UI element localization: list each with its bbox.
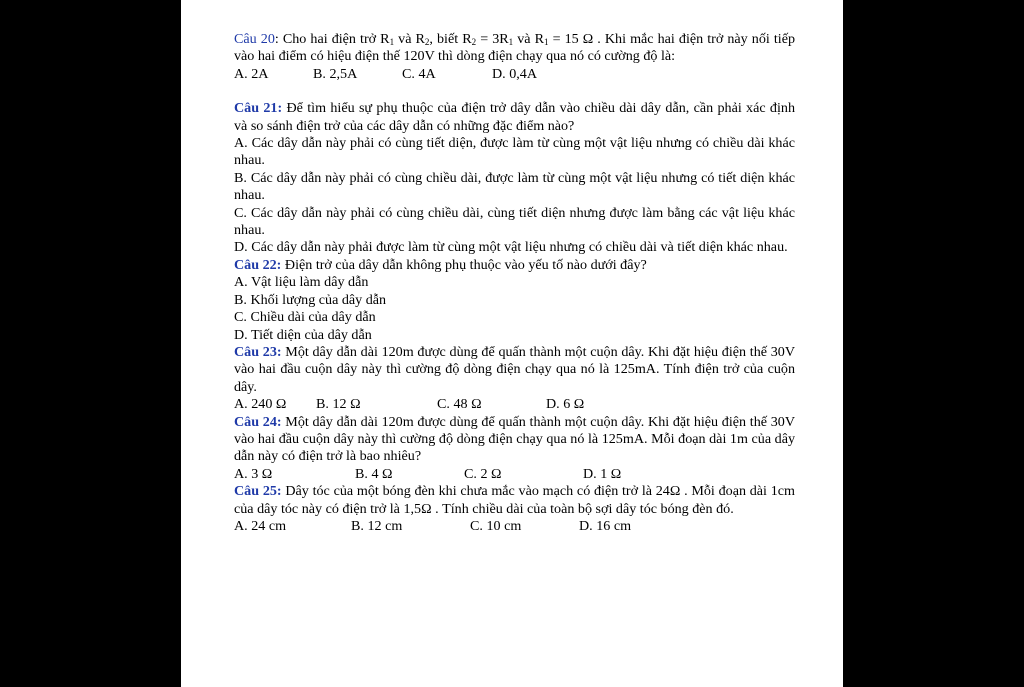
question-20-text-e: và R — [513, 31, 544, 47]
question-22-label: Câu 22: — [234, 256, 282, 273]
option-c[interactable]: C. 2 Ω — [464, 465, 502, 482]
question-24-label: Câu 24: — [234, 413, 282, 430]
document-content — [234, 31, 795, 535]
option-d[interactable]: D. Các dây dẫn này phải được làm từ cùng một vật liệu nhưng có chiều dài và tiết diện khác nhau. — [234, 239, 788, 256]
option-c[interactable]: C. 4A — [402, 65, 436, 82]
option-d[interactable]: D. 1 Ω — [583, 465, 622, 482]
option-c[interactable]: C. 10 cm — [470, 517, 522, 534]
question-21-text: Để tìm hiểu sự phụ thuộc của điện trở dây dẫn vào chiều dài dây dẫn, cần phải xác định và so sánh điện trở của các dây dẫn có những đặc điểm nào? — [234, 100, 795, 134]
question-23 — [234, 344, 795, 396]
question-20-text-b: và R — [394, 31, 425, 47]
sub: 1 — [544, 37, 549, 47]
question-25-options — [234, 518, 795, 535]
option-a[interactable]: A. Các dây dẫn này phải có cùng tiết diện, được làm từ cùng một vật liệu nhưng có chiều dài khác nhau. — [234, 135, 795, 169]
sub: 2 — [471, 37, 477, 47]
option-a[interactable]: A. Vật liệu làm dây dẫn — [234, 274, 369, 291]
option-c[interactable]: C. Chiều dài của dây dẫn — [234, 309, 376, 326]
option-b[interactable]: B. 2,5A — [313, 65, 358, 82]
sub: 1 — [508, 37, 514, 47]
option-b[interactable]: B. Khối lượng của dây dẫn — [234, 291, 387, 308]
document-page — [181, 0, 843, 687]
question-24-options — [234, 466, 795, 483]
sub: 1 — [389, 37, 395, 47]
question-20-label: Câu 20 — [234, 31, 275, 47]
question-20-text-c: , biết R — [429, 31, 472, 47]
option-a[interactable]: A. 2A — [234, 65, 269, 82]
spacer — [234, 83, 795, 100]
sub: 2 — [424, 37, 430, 47]
question-20-text-d: = 3R — [476, 31, 509, 47]
question-20-options — [234, 66, 795, 83]
option-b[interactable]: B. 4 Ω — [355, 465, 393, 482]
option-c[interactable]: C. 48 Ω — [437, 396, 482, 413]
question-24 — [234, 414, 795, 466]
option-b[interactable]: B. 12 Ω — [316, 396, 361, 413]
option-b[interactable]: B. Các dây dẫn này phải có cùng chiều dài, được làm từ cùng một vật liệu nhưng có tiết diện khác nhau. — [234, 169, 795, 204]
question-25-label: Câu 25: — [234, 483, 282, 500]
option-c[interactable]: C. Các dây dẫn này phải có cùng chiều dài, cùng tiết diện nhưng được làm bằng các vật liệu khác nhau. — [234, 204, 795, 239]
option-d[interactable]: D. Tiết diện của dây dẫn — [234, 326, 372, 343]
question-24-text: Một dây dẫn dài 120m được dùng để quấn thành một cuộn dây. Khi đặt hiệu điện thế 30V vào hai đầu cuộn dây này thì cường độ dòng điện chạy qua nó là 125mA. Mỗi đoạn dài 1m của dây dẫn này có điện trở là bao nhiêu? — [234, 413, 795, 465]
question-20 — [234, 31, 795, 66]
option-b[interactable]: B. 12 cm — [351, 517, 403, 534]
option-a[interactable]: A. 3 Ω — [234, 465, 273, 482]
option-a[interactable]: A. 24 cm — [234, 517, 287, 534]
option-d[interactable]: D. 0,4A — [492, 65, 538, 82]
question-21 — [234, 100, 795, 135]
option-d[interactable]: D. 6 Ω — [546, 396, 585, 413]
question-20-text-f: = 15 Ω . Khi mắc hai điện trở này nối tiếp vào hai điểm có hiệu điện thế 120V thì dòng điện chạy qua nó có cường độ là: — [234, 31, 795, 65]
question-25 — [234, 483, 795, 518]
question-21-label: Câu 21: — [234, 100, 283, 117]
question-23-options — [234, 396, 795, 413]
question-23-text: Một dây dẫn dài 120m được dùng để quấn thành một cuộn dây. Khi đặt hiệu điện thế 30V vào hai đầu cuộn dây này thì cường độ dòng điện chạy qua nó là 125mA. Tính điện trở của cuộn dây. — [234, 343, 795, 395]
question-22-text: Điện trở của dây dẫn không phụ thuộc vào yếu tố nào dưới đây? — [281, 256, 647, 273]
question-22 — [234, 257, 795, 274]
question-23-label: Câu 23: — [234, 343, 282, 360]
option-a[interactable]: A. 240 Ω — [234, 396, 287, 413]
question-20-text-a: : Cho hai điện trở R — [274, 31, 390, 47]
question-25-text: Dây tóc của một bóng đèn khi chưa mắc vào mạch có điện trở là 24Ω . Mỗi đoạn dài 1cm của dây tóc này có điện trở là 1,5Ω . Tính chiều dài của toàn bộ sợi dây tóc bóng đèn đó. — [234, 483, 795, 517]
option-d[interactable]: D. 16 cm — [579, 517, 632, 534]
